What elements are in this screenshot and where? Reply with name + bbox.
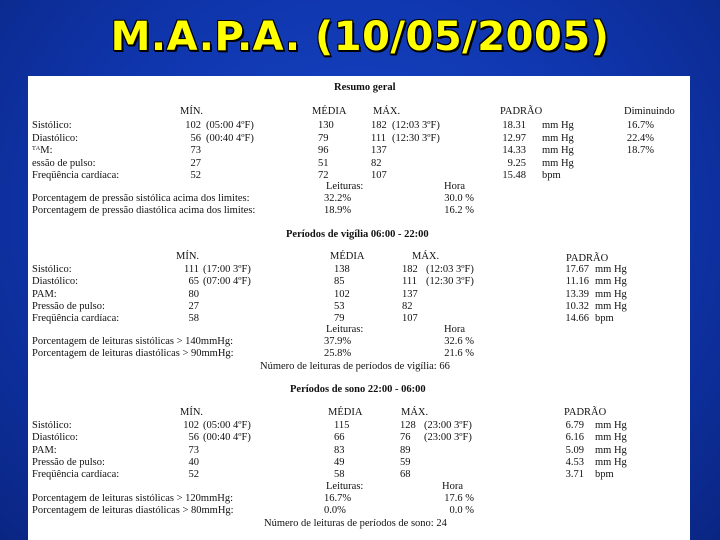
pct-hora: 30.0 % xyxy=(444,193,474,204)
col-header-media: MÉDIA xyxy=(328,407,363,418)
row-media: 51 xyxy=(318,157,329,169)
row-min-time: (00:40 4ºF) xyxy=(206,132,254,144)
row-label: Freqüência cardíaca: xyxy=(32,469,120,481)
row-min-time: (00:40 4ºF) xyxy=(203,432,251,444)
row-max: 68 xyxy=(400,469,411,481)
pct-label: Porcentagem de leituras diastólicas > 80mmHg: xyxy=(32,504,234,516)
row-min-time: (17:00 3ºF) xyxy=(203,264,251,275)
row-max: 89 xyxy=(400,444,411,456)
row-min-time: (05:00 4ºF) xyxy=(206,120,254,131)
row-padrao: 6.16 xyxy=(565,432,584,444)
row-diminuindo: 16.7% xyxy=(626,120,654,131)
row-max-time: (12:30 3ºF) xyxy=(392,132,440,144)
row-label: Sistólico: xyxy=(32,120,72,131)
row-label: Freqüência cardíaca: xyxy=(32,313,120,325)
row-min: 52 xyxy=(190,170,201,181)
col-header-max: MÁX. xyxy=(412,251,440,262)
row-label: Sistólico: xyxy=(32,264,72,275)
leituras-label: Leituras: xyxy=(326,181,364,192)
row-label: PAM: xyxy=(32,444,57,456)
row-label: Sistólico: xyxy=(32,420,72,431)
hora-label: Hora xyxy=(442,481,463,492)
row-unit: mm Hg xyxy=(595,444,627,456)
row-max-time: (23:00 3ºF) xyxy=(424,420,472,431)
report-document xyxy=(28,76,690,540)
row-unit: mm Hg xyxy=(595,432,627,444)
row-label: Diastólico: xyxy=(32,276,79,288)
row-padrao: 11.16 xyxy=(565,276,589,288)
row-unit: mm Hg xyxy=(595,264,627,275)
row-media: 96 xyxy=(318,145,329,156)
row-media: 66 xyxy=(334,432,345,444)
row-padrao: 6.79 xyxy=(565,420,584,431)
row-max: 59 xyxy=(400,456,411,468)
col-header-padrao: PADRÃO xyxy=(564,407,607,418)
col-header-media: MÉDIA xyxy=(330,251,365,262)
row-media: 83 xyxy=(334,444,345,456)
row-min: 102 xyxy=(183,420,199,431)
row-media: 115 xyxy=(334,420,350,431)
row-max: 76 xyxy=(400,432,411,444)
row-min-time: (07:00 4ºF) xyxy=(203,276,251,288)
row-unit: mm Hg xyxy=(595,456,627,468)
row-max-time: (23:00 3ºF) xyxy=(424,432,472,444)
row-label: Diastólico: xyxy=(32,132,79,144)
row-min: 52 xyxy=(188,469,199,481)
pct-hora: 32.6 % xyxy=(444,336,474,347)
row-min: 65 xyxy=(188,276,199,288)
row-min: 27 xyxy=(190,157,201,169)
row-label: Diastólico: xyxy=(32,432,79,444)
row-media: 138 xyxy=(334,264,350,275)
row-max: 107 xyxy=(371,170,387,181)
section-heading: Períodos de sono 22:00 - 06:00 xyxy=(290,384,426,395)
row-padrao: 14.66 xyxy=(565,313,589,325)
pct-label: Porcentagem de leituras diastólicas > 90mmHg: xyxy=(32,347,234,359)
row-media: 79 xyxy=(334,313,345,325)
row-media: 72 xyxy=(318,170,329,181)
pct-label: Porcentagem de pressão sistólica acima dos limites: xyxy=(32,193,250,204)
row-min: 73 xyxy=(190,145,201,156)
row-unit: mm Hg xyxy=(595,276,627,288)
page-title: M.A.P.A. (10/05/2005) xyxy=(110,14,610,60)
col-header-max: MÁX. xyxy=(401,407,429,418)
row-min: 102 xyxy=(185,120,201,131)
period-count: Número de leituras de períodos de sono: 24 xyxy=(264,518,447,529)
row-max: 107 xyxy=(402,313,418,325)
row-min: 111 xyxy=(184,264,199,275)
row-media: 102 xyxy=(334,288,350,300)
pct-hora: 0.0 % xyxy=(449,504,474,516)
row-unit: bpm xyxy=(542,170,561,181)
pct-hora: 16.2 % xyxy=(444,204,474,216)
pct-leituras: 16.7% xyxy=(324,493,352,504)
row-label: ᵀᴬM: xyxy=(32,145,53,156)
row-unit: mm Hg xyxy=(542,145,574,156)
row-max: 182 xyxy=(402,264,418,275)
row-media: 58 xyxy=(334,469,345,481)
row-max: 82 xyxy=(371,157,382,169)
hora-label: Hora xyxy=(444,181,465,192)
col-header-max: MÁX. xyxy=(373,106,401,117)
pct-label: Porcentagem de leituras sistólicas > 140mmHg: xyxy=(32,336,234,347)
row-media: 130 xyxy=(318,120,334,131)
row-padrao: 13.39 xyxy=(565,288,589,300)
row-padrao: 10.32 xyxy=(565,300,589,312)
hora-label: Hora xyxy=(444,324,465,335)
row-media: 49 xyxy=(334,456,345,468)
row-min: 73 xyxy=(188,444,199,456)
pct-label: Porcentagem de leituras sistólicas > 120mmHg: xyxy=(32,493,234,504)
pct-leituras: 0.0% xyxy=(324,504,346,516)
pct-leituras: 32.2% xyxy=(324,193,352,204)
row-max: 137 xyxy=(371,145,387,156)
row-min: 58 xyxy=(188,313,199,325)
row-unit: mm Hg xyxy=(542,132,574,144)
row-max: 182 xyxy=(371,120,387,131)
pct-leituras: 25.8% xyxy=(324,347,352,359)
pct-label: Porcentagem de pressão diastólica acima dos limites: xyxy=(32,204,256,216)
row-unit: mm Hg xyxy=(595,300,627,312)
col-header-diminuindo: Diminuindo xyxy=(624,106,675,117)
row-max: 128 xyxy=(400,420,416,431)
row-padrao: 15.48 xyxy=(502,170,526,181)
pct-leituras: 18.9% xyxy=(324,204,352,216)
row-diminuindo: 22.4% xyxy=(626,132,654,144)
row-unit: mm Hg xyxy=(595,288,627,300)
row-max: 111 xyxy=(402,276,417,288)
row-unit: mm Hg xyxy=(542,120,574,131)
row-media: 53 xyxy=(334,300,345,312)
row-media: 85 xyxy=(334,276,345,288)
row-min: 56 xyxy=(188,432,199,444)
row-media: 79 xyxy=(318,132,329,144)
col-header-padrao: PADRÃO xyxy=(500,106,543,117)
row-min: 80 xyxy=(188,288,199,300)
row-padrao: 4.53 xyxy=(565,456,584,468)
leituras-label: Leituras: xyxy=(326,481,364,492)
row-max: 82 xyxy=(402,300,413,312)
row-label: Freqüência cardíaca: xyxy=(32,170,120,181)
row-unit: bpm xyxy=(595,469,614,481)
row-label: Pressão de pulso: xyxy=(32,300,105,312)
row-max: 111 xyxy=(371,132,386,144)
section-heading: Resumo geral xyxy=(334,82,396,93)
leituras-label: Leituras: xyxy=(326,324,364,335)
row-padrao: 18.31 xyxy=(502,120,526,131)
row-max-time: (12:30 3ºF) xyxy=(426,276,474,288)
section-heading: Períodos de vigília 06:00 - 22:00 xyxy=(286,229,429,240)
row-padrao: 14.33 xyxy=(502,145,526,156)
row-max-time: (12:03 3ºF) xyxy=(426,264,474,275)
row-padrao: 17.67 xyxy=(565,264,589,275)
pct-leituras: 37.9% xyxy=(324,336,352,347)
row-max: 137 xyxy=(402,288,418,300)
row-unit: bpm xyxy=(595,313,614,325)
row-unit: mm Hg xyxy=(595,420,627,431)
period-count: Número de leituras de períodos de vigília: 66 xyxy=(260,361,450,372)
col-header-min: MÍN. xyxy=(180,106,204,117)
row-min: 27 xyxy=(188,300,199,312)
row-min: 40 xyxy=(188,456,199,468)
pct-hora: 21.6 % xyxy=(444,347,474,359)
row-padrao: 3.71 xyxy=(565,469,584,481)
row-padrao: 12.97 xyxy=(502,132,526,144)
col-header-padrao: PADRÃO xyxy=(566,253,609,264)
col-header-media: MÉDIA xyxy=(312,106,347,117)
row-label: essão de pulso: xyxy=(32,157,96,169)
row-min-time: (05:00 4ºF) xyxy=(203,420,251,431)
row-max-time: (12:03 3ºF) xyxy=(392,120,440,131)
row-min: 56 xyxy=(190,132,201,144)
row-unit: mm Hg xyxy=(542,157,574,169)
row-padrao: 9.25 xyxy=(507,157,526,169)
row-padrao: 5.09 xyxy=(565,444,584,456)
pct-hora: 17.6 % xyxy=(444,493,474,504)
row-label: PAM: xyxy=(32,288,57,300)
row-label: Pressão de pulso: xyxy=(32,456,105,468)
col-header-min: MÍN. xyxy=(180,407,204,418)
row-diminuindo: 18.7% xyxy=(626,145,654,156)
col-header-min: MÍN. xyxy=(176,251,200,262)
